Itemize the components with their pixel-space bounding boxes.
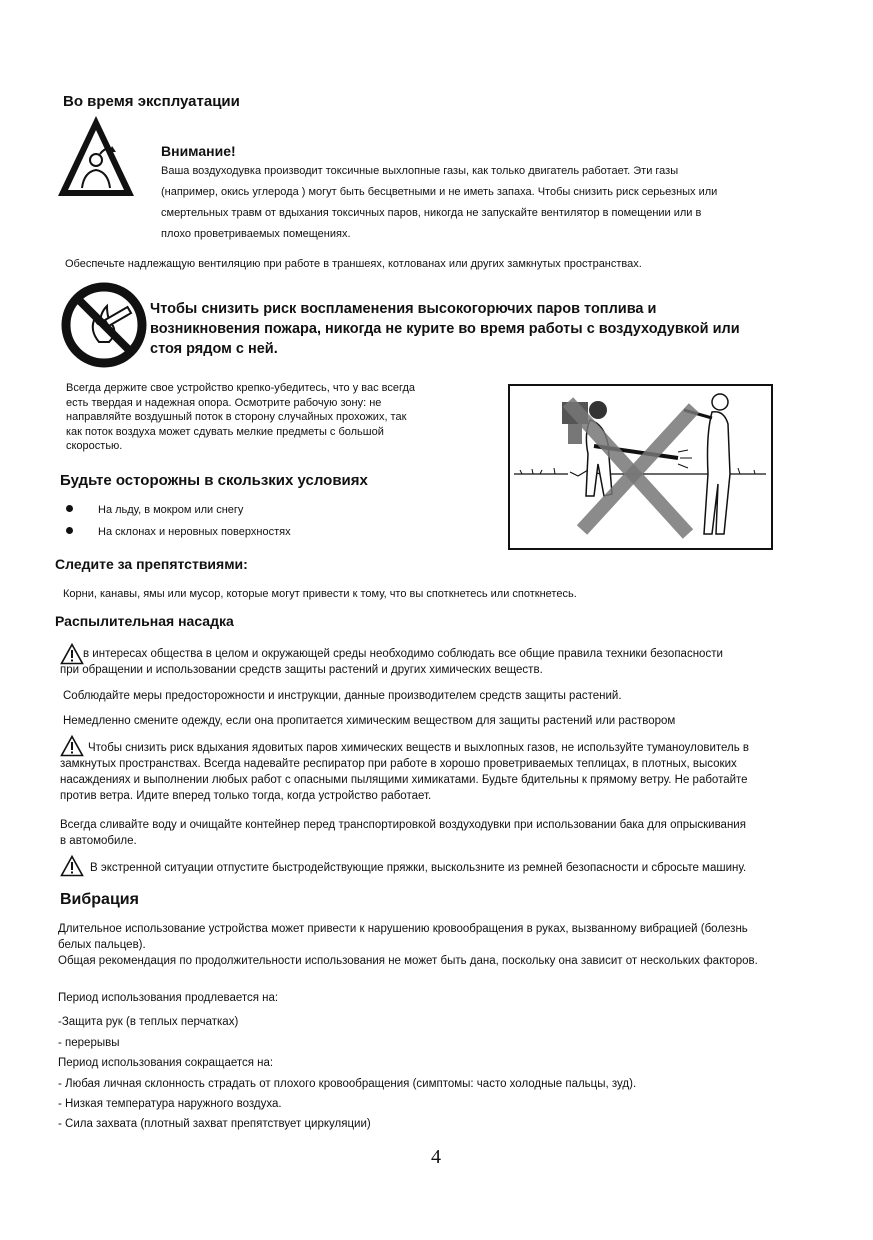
slippery-item: На склонах и неровных поверхностях	[98, 526, 291, 538]
spray-paragraph-6: В экстренной ситуации отпустите быстродействующие пряжки, выскользните из ремней безопасности и сбросьте машину.	[90, 862, 747, 874]
obstacles-text: Корни, канавы, ямы или мусор, которые могут привести к тому, что вы споткнетесь или споткнетесь.	[63, 588, 577, 600]
spray-line: Чтобы снизить риск вдыхания ядовитых паров химических веществ и выхлопных газов, не используйте туманоуловитель в	[88, 742, 750, 754]
bullet-dot	[66, 527, 73, 534]
section-title-slippery: Будьте осторожны в скользких условиях	[60, 472, 368, 489]
spray-paragraph-5	[60, 817, 860, 849]
spray-line: замкнутых пространствах. Всегда надевайте респиратор при работе в хорошо проветриваемых теплицах, в плотных, высоких	[60, 758, 737, 770]
no-smoking-line: Чтобы снизить риск воспламенения высокогорючих паров топлива и	[150, 301, 657, 317]
extended-item: -Защита рук (в теплых перчатках)	[58, 1016, 239, 1028]
section-title-spray: Распылительная насадка	[55, 613, 234, 629]
spray-line: насаждениях и выполнении любых работ с опасными пылящими химикатами. Будьте бдительны к прямому ветру. Не работайте	[60, 774, 748, 786]
spray-line: в автомобиле.	[60, 835, 137, 847]
no-smoking-text	[150, 299, 830, 359]
reduced-item: - Низкая температура наружного воздуха.	[58, 1098, 282, 1110]
no-smoking-icon	[59, 280, 149, 370]
toxic-gas-warning-icon	[56, 114, 136, 198]
spray-paragraph-3: Немедленно смените одежду, если она пропитается химическим веществом для защиты растений или раствором	[63, 715, 676, 727]
grip-text	[66, 381, 486, 454]
grip-line: скоростью.	[66, 440, 123, 452]
no-smoking-line: стоя рядом с ней.	[150, 341, 278, 357]
extended-title: Период использования продлевается на:	[58, 992, 279, 1004]
spray-paragraph-2: Соблюдайте меры предосторожности и инструкции, данные производителем средств защиты растений.	[63, 690, 622, 702]
section-title-vibration: Вибрация	[60, 891, 139, 908]
spray-line: при обращении и использовании средств защиты растений и других химических веществ.	[60, 664, 543, 676]
reduced-item: - Любая личная склонность страдать от плохого кровообращения (симптомы: часто холодные пальцы, зуд).	[58, 1078, 637, 1090]
spray-paragraph-4	[60, 740, 860, 804]
attention-title: Внимание!	[161, 143, 236, 159]
attention-line: Ваша воздуходувка производит токсичные выхлопные газы, как только двигатель работает. Эти газы	[161, 165, 679, 177]
spray-line: против ветра. Идите вперед только тогда, когда устройство работает.	[60, 790, 432, 802]
grip-line: Всегда держите свое устройство крепко-убедитесь, что у вас всегда	[66, 382, 416, 394]
page-number: 4	[431, 1146, 441, 1168]
attention-line: плохо проветриваемых помещениях.	[161, 228, 351, 240]
grip-line: направляйте воздушный поток в сторону случайных прохожих, так	[66, 411, 407, 423]
spray-paragraph-1	[60, 646, 850, 678]
vibration-paragraph	[58, 921, 858, 969]
reduced-title: Период использования сокращается на:	[58, 1057, 274, 1069]
warning-triangle-icon	[60, 855, 84, 877]
vibration-line: Общая рекомендация по продолжительности использования не может быть дана, поскольку она зависит от нескольких факторов.	[58, 955, 758, 967]
grip-line: как поток воздуха может сдувать мелкие предметы с большой	[66, 425, 384, 438]
ventilation-text: Обеспечьте надлежащую вентиляцию при работе в траншеях, котлованах или других замкнутых пространствах.	[65, 258, 642, 270]
grip-line: есть твердая и надежная опора. Осмотрите рабочую зону: не	[66, 396, 382, 409]
attention-text	[161, 163, 821, 242]
bullet-dot	[66, 505, 73, 512]
extended-item: - перерывы	[58, 1037, 120, 1049]
attention-line: (например, окись углерода ) могут быть бесцветными и не иметь запаха. Чтобы снизить риск серьезных или	[161, 186, 718, 198]
attention-line: смертельных травм от вдыхания токсичных паров, никогда не запускайте вентилятор в помещении или в	[161, 207, 702, 219]
slippery-item: На льду, в мокром или снегу	[98, 504, 244, 516]
no-smoking-line: возникновения пожара, никогда не курите во время работы с воздуходувкой или	[150, 321, 740, 337]
vibration-line: белых пальцев).	[58, 939, 146, 951]
spray-line: Всегда сливайте воду и очищайте контейнер перед транспортировкой воздуходувки при использовании бака для опрыскивания	[60, 819, 746, 831]
bystander-warning-illustration	[508, 384, 773, 550]
section-title-obstacles: Следите за препятствиями:	[55, 556, 248, 572]
section-title-operation: Во время эксплуатации	[63, 93, 240, 110]
spray-line: в интересах общества в целом и окружающей среды необходимо соблюдать все общие правила техники безопасности	[83, 648, 723, 660]
reduced-item: - Сила захвата (плотный захват препятствует циркуляции)	[58, 1118, 371, 1130]
vibration-line: Длительное использование устройства может привести к нарушению кровообращения в руках, вызванному вибрацией (болезнь	[58, 923, 748, 935]
